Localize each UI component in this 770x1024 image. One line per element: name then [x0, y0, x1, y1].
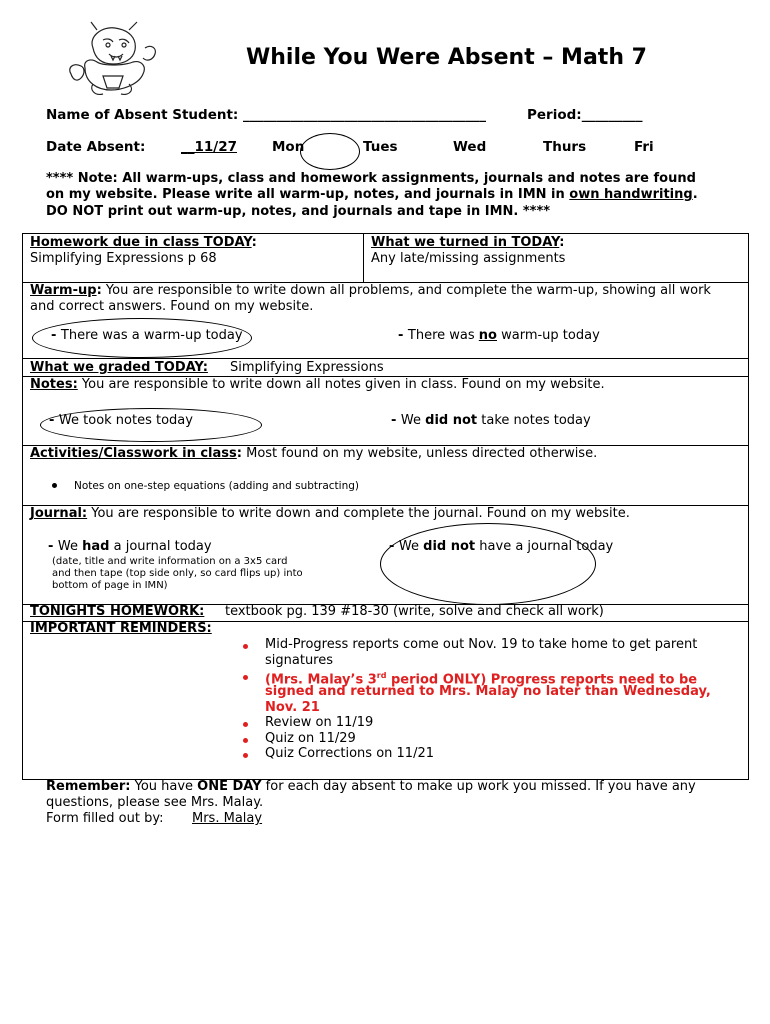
name-field-row	[46, 107, 486, 123]
reminder-2-line-2: signed and returned to Mrs. Malay no later than Wednesday,	[265, 684, 711, 699]
journal-instructions-line-1: (date, title and write information on a 3x5 card	[52, 556, 288, 567]
warmup-yes-selection-circle	[32, 318, 252, 358]
reminder-4: Quiz on 11/29	[265, 731, 356, 746]
reminder-1-line-2: signatures	[265, 653, 334, 668]
graded-value[interactable]: Simplifying Expressions	[230, 360, 384, 375]
journal-instructions-line-2: and then tape (top side only, so card flips up) into	[52, 568, 303, 579]
period-label: Period:	[527, 107, 582, 123]
bullet-icon	[243, 675, 248, 680]
day-fri: Fri	[634, 139, 654, 155]
tonight-homework-value[interactable]: textbook pg. 139 #18-30 (write, solve and check all work)	[225, 604, 604, 619]
period-field-row	[527, 107, 642, 123]
activities-item: Notes on one-step equations (adding and subtracting)	[74, 480, 360, 492]
bullet-icon	[243, 644, 248, 649]
bullet-icon	[243, 722, 248, 727]
remember-line-1: Remember: You have ONE DAY for each day absent to make up work you missed. If you have any	[46, 779, 696, 794]
bullet-icon	[52, 483, 57, 488]
warmup-option-yes[interactable]: - There was a warm-up today	[51, 328, 243, 343]
date-label: Date Absent:	[46, 139, 146, 155]
activities-row: Activities/Classwork in class: Most found on my website, unless directed otherwise.	[30, 446, 598, 461]
reminders-label: IMPORTANT REMINDERS:	[30, 621, 212, 636]
note-line-2: on my website. Please write all warm-up, notes, and journals in IMN in own handwriting.	[46, 187, 698, 202]
notes-option-no[interactable]: - We did not take notes today	[391, 413, 591, 428]
day-thurs: Thurs	[543, 139, 587, 155]
bullet-icon	[243, 738, 248, 743]
warmup-option-no[interactable]: - There was no warm-up today	[398, 328, 600, 343]
reminder-3: Review on 11/19	[265, 715, 374, 730]
date-value[interactable]: __11/27	[181, 139, 238, 155]
name-blank[interactable]: ____________________________________	[243, 107, 487, 123]
journal-option-yes[interactable]: - We had a journal today	[48, 539, 212, 554]
day-wed: Wed	[453, 139, 487, 155]
divider	[23, 358, 748, 359]
period-blank[interactable]: _________	[581, 107, 643, 123]
reminder-2-line-1: (Mrs. Malay’s 3rd period ONLY) Progress reports need to be	[265, 671, 698, 688]
page-title: While You Were Absent – Math 7	[246, 45, 647, 70]
tonight-homework-label: TONIGHTS HOMEWORK:	[30, 604, 205, 619]
graded-label: What we graded TODAY:	[30, 360, 208, 375]
warmup-text-line-2: and correct answers. Found on my website.	[30, 299, 314, 314]
turned-in-label: What we turned in TODAY:	[371, 235, 565, 250]
filled-by-value[interactable]: Mrs. Malay	[192, 811, 263, 826]
journal-instructions-line-3: bottom of page in IMN)	[52, 580, 168, 591]
reminder-1-line-1: Mid-Progress reports come out Nov. 19 to take home to get parent	[265, 637, 698, 652]
bullet-icon	[243, 753, 248, 758]
warmup-text-line-1: Warm-up: You are responsible to write down all problems, and complete the warm-up, showing all work	[30, 283, 711, 298]
notes-yes-selection-circle	[40, 408, 262, 442]
reminder-2-line-3: Nov. 21	[265, 700, 320, 715]
homework-due-label: Homework due in class TODAY:	[30, 235, 257, 250]
homework-due-value[interactable]: Simplifying Expressions p 68	[30, 251, 217, 266]
bulldog-mascot-logo	[63, 18, 163, 98]
divider	[363, 234, 364, 282]
absence-form-table	[22, 233, 749, 780]
day-selection-circle	[300, 133, 360, 170]
day-mon: Mon	[272, 139, 305, 155]
filled-by-label: Form filled out by:	[46, 811, 164, 826]
journal-row: Journal: You are responsible to write down and complete the journal. Found on my website.	[30, 506, 630, 521]
turned-in-value[interactable]: Any late/missing assignments	[371, 251, 566, 266]
notes-option-yes[interactable]: - We took notes today	[49, 413, 193, 428]
reminder-5: Quiz Corrections on 11/21	[265, 746, 434, 761]
day-tues: Tues	[363, 139, 398, 155]
journal-option-no[interactable]: - We did not have a journal today	[389, 539, 614, 554]
remember-line-2: questions, please see Mrs. Malay.	[46, 795, 264, 810]
note-line-1: **** Note: All warm-ups, class and homework assignments, journals and notes are found	[46, 171, 696, 186]
note-line-3: DO NOT print out warm-up, notes, and journals and tape in IMN. ****	[46, 204, 551, 219]
name-label: Name of Absent Student:	[46, 107, 239, 123]
notes-row: Notes: You are responsible to write down all notes given in class. Found on my website.	[30, 377, 605, 392]
journal-no-selection-circle	[380, 523, 596, 605]
